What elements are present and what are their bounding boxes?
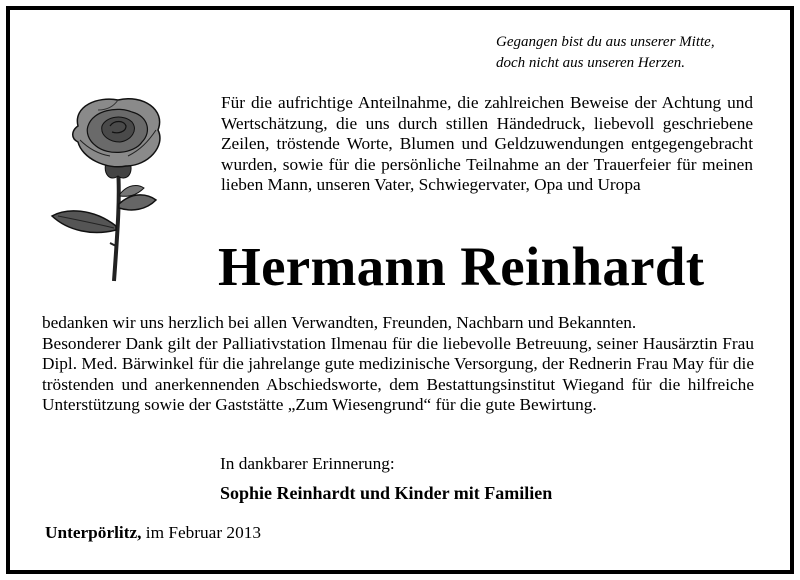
date: im Februar 2013 xyxy=(145,523,261,542)
motto-line-2: doch nicht aus unseren Herzen. xyxy=(496,55,685,71)
motto-line-1: Gegangen bist du aus unserer Mitte, xyxy=(496,34,715,50)
rose-icon xyxy=(48,96,178,286)
thanks-paragraph: Besonderer Dank gilt der Palliativstation Ilmenau für die liebevolle Betreuung, seiner Hausärztin Frau Dipl. Med. Bärwinkel für die jahrelange gute medizinische Versorgung, der Rednerin Frau May für die tröstenden und anerkennenden Abschiedsworte, dem Bestattungsinstitut Wiegand für die hilfreiche Unterstützung sowie der Gaststätte „Zum Wiesengrund“ für die gute Bewirtung. xyxy=(42,333,754,414)
place: Unterpörlitz, xyxy=(45,523,142,542)
intro-text: Für die aufrichtige Anteilnahme, die zahlreichen Beweise der Achtung und Wertschätzung, die uns durch stillen Händedruck, liebevoll geschriebene Zeilen, tröstende Worte, Blumen und Geldzuwendungen entgegengebracht wurden, sowie für die persönliche Teilnahme an der Trauerfeier für meinen lieben Mann, unseren Vater, Schwiegervater, Opa und Uropa xyxy=(221,93,753,194)
signature: Sophie Reinhardt und Kinder mit Familien xyxy=(220,483,553,503)
thanks-line: bedanken wir uns herzlich bei allen Verwandten, Freunden, Nachbarn und Bekannten. xyxy=(42,313,637,332)
motto xyxy=(496,32,776,74)
place-date-line xyxy=(45,522,261,544)
thanks-body xyxy=(42,313,754,416)
closing-phrase: In dankbarer Erinnerung: xyxy=(220,454,395,473)
deceased-name: Hermann Reinhardt xyxy=(218,236,705,297)
